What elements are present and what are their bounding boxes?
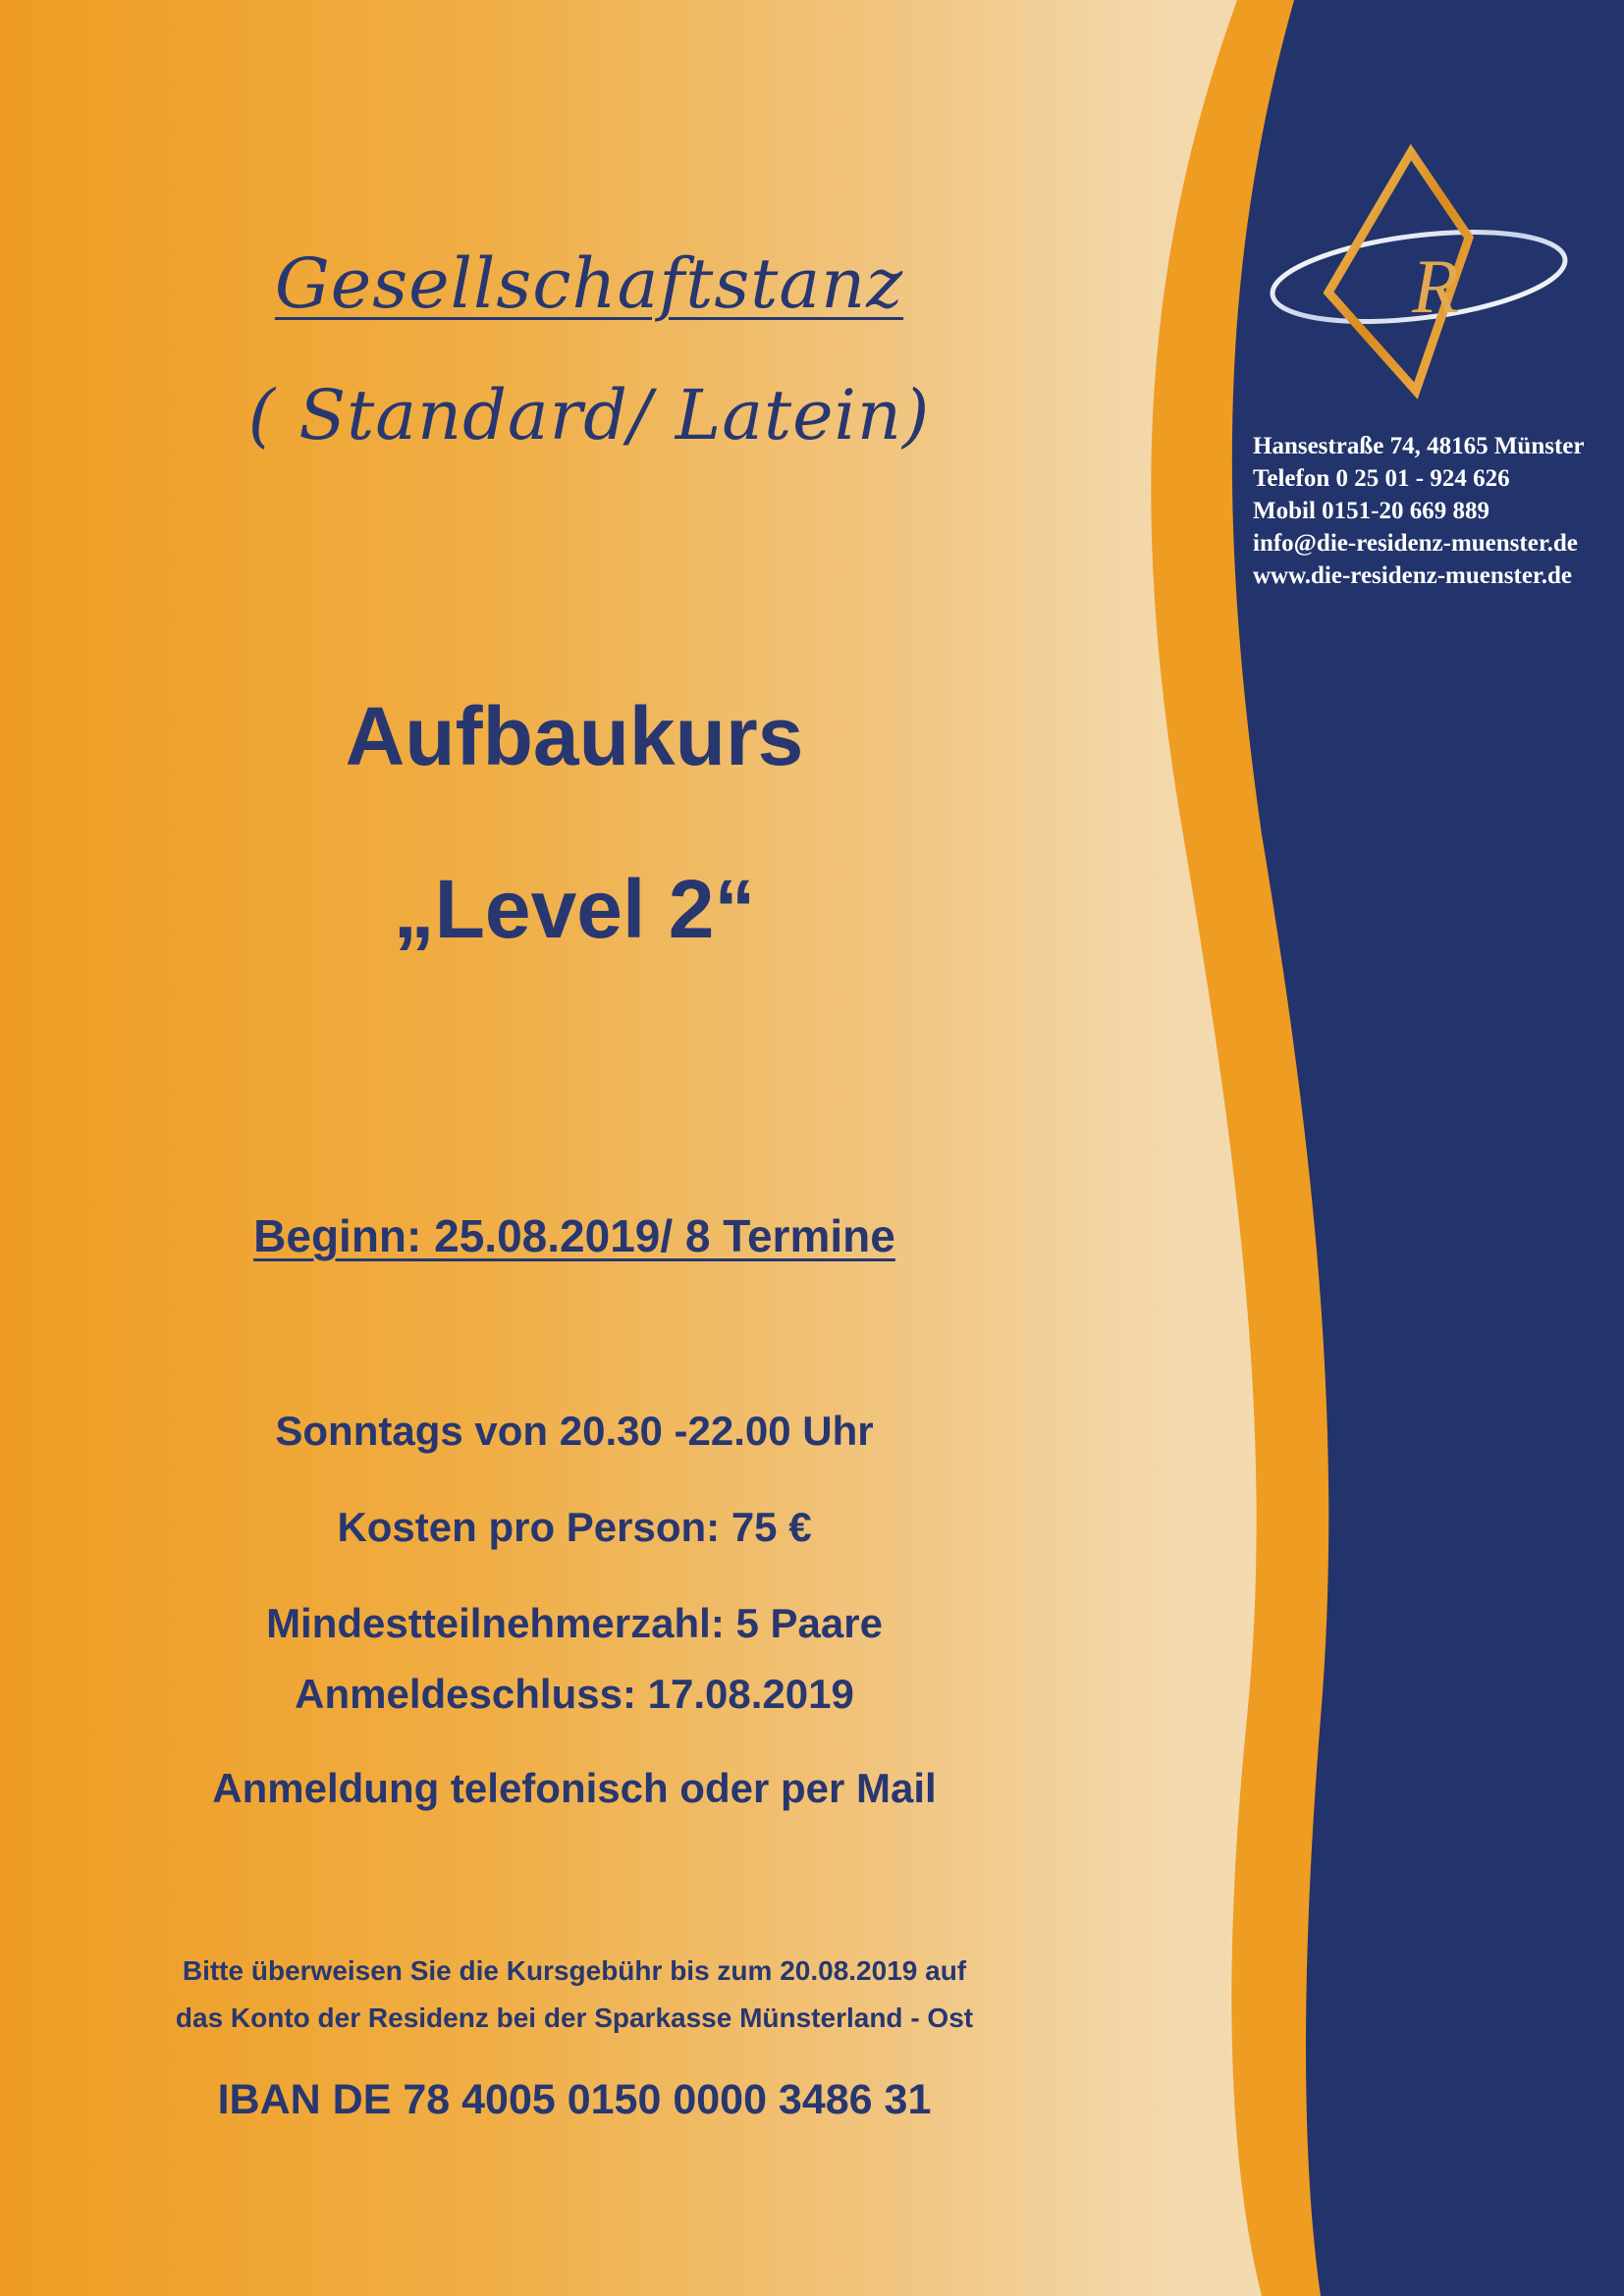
course-start: Beginn: 25.08.2019/ 8 Termine	[253, 1210, 895, 1261]
course-time: Sonntags von 20.30 -22.00 Uhr	[275, 1408, 874, 1454]
payment-line-1: Bitte überweisen Sie die Kursgebühr bis zum 20.08.2019 auf	[182, 1955, 967, 1986]
payment-line-2: das Konto der Residenz bei der Sparkasse Münsterland - Ost	[175, 2002, 974, 2033]
contact-email[interactable]: info@die-residenz-muenster.de	[1253, 530, 1578, 557]
registration-deadline: Anmeldeschluss: 17.08.2019	[295, 1671, 854, 1717]
course-cost: Kosten pro Person: 75 €	[337, 1504, 812, 1550]
contact-block	[1253, 430, 1616, 592]
logo-letter: R	[1412, 243, 1459, 329]
contact-address: Hansestraße 74, 48165 Münster	[1253, 433, 1585, 459]
title-line-1: Gesellschaftstanz	[274, 243, 904, 324]
contact-website[interactable]: www.die-residenz-muenster.de	[1253, 562, 1572, 589]
course-name: Aufbaukurs	[345, 690, 804, 782]
iban: IBAN DE 78 4005 0150 0000 3486 31	[217, 2076, 932, 2123]
registration-method: Anmeldung telefonisch oder per Mail	[212, 1765, 937, 1811]
contact-mobile: Mobil 0151-20 669 889	[1253, 498, 1489, 524]
title-line-2: ( Standard/ Latein)	[247, 375, 931, 455]
course-level: „Level 2“	[393, 863, 756, 955]
contact-phone: Telefon 0 25 01 - 924 626	[1253, 465, 1510, 492]
min-participants: Mindestteilnehmerzahl: 5 Paare	[266, 1600, 883, 1646]
